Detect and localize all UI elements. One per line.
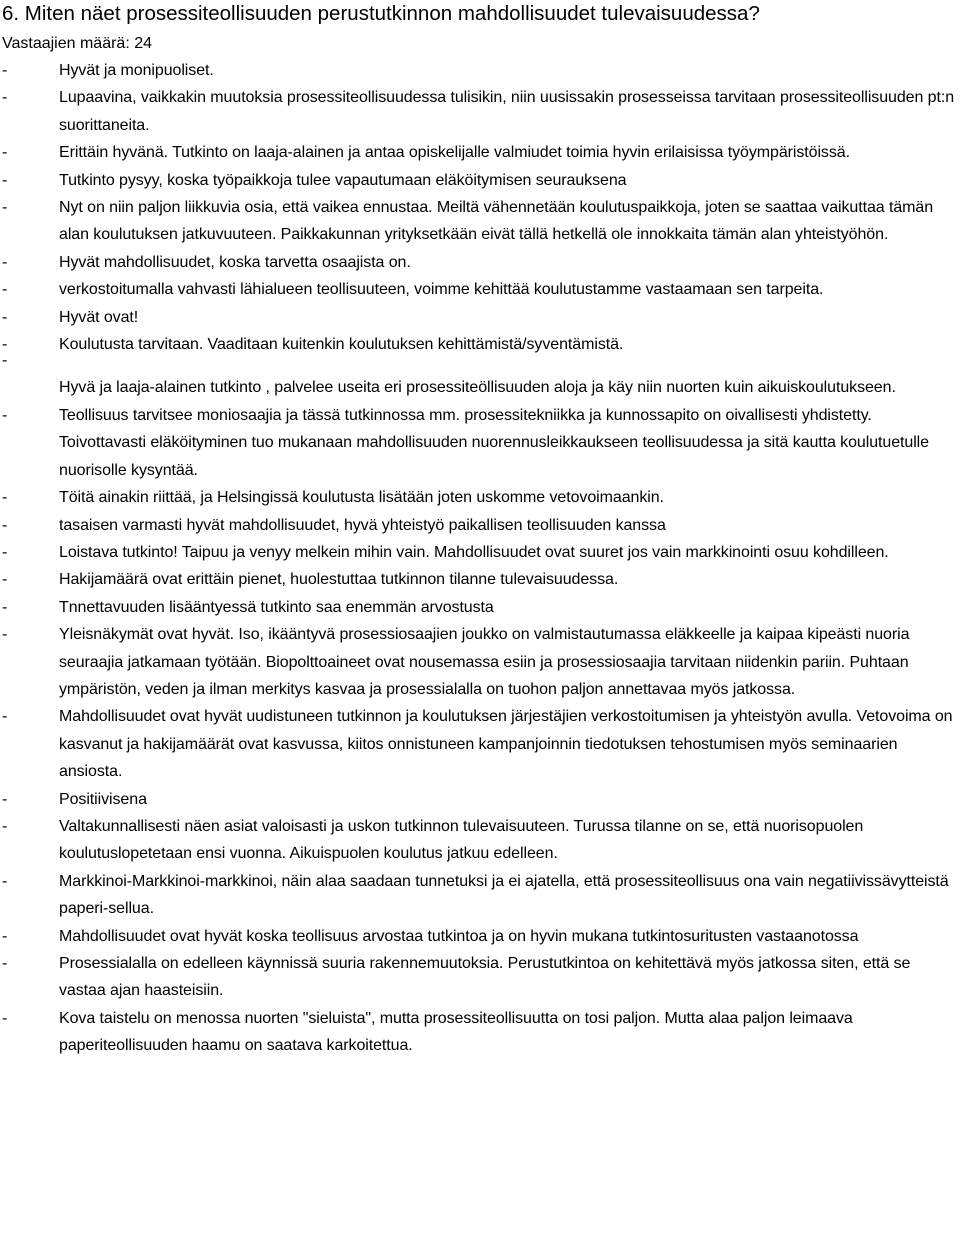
answer-item — [0, 512, 960, 539]
answer-item — [0, 950, 960, 1005]
list-dash: - — [2, 253, 8, 271]
answer-text: Hyvät ovat! — [59, 308, 139, 326]
answer-item — [0, 786, 960, 813]
answer-text: Loistava tutkinto! Taipuu ja venyy melkein mihin vain. Mahdollisuudet ovat suuret jos vain markkinointi osuu kohdilleen. — [59, 543, 889, 561]
list-dash: - — [2, 872, 8, 890]
answer-text: Töitä ainakin riittää, ja Helsingissä koulutusta lisätään joten uskomme vetovoimaankin. — [59, 489, 664, 507]
list-dash: - — [2, 62, 8, 79]
answer-text: Hakijamäärä ovat erittäin pienet, huolestuttaa tutkinnon tilanne tulevaisuudessa. — [59, 571, 619, 589]
answer-text: verkostoitumalla vahvasti lähialueen teollisuuteen, voimme kehittää koulutustamme vastaamaan sen tarpeita. — [59, 281, 824, 299]
list-dash: - — [2, 406, 8, 424]
answer-text: Valtakunnallisesti näen asiat valoisasti ja uskon tutkinnon tulevaisuuteen. Turussa tilanne on se, että nuorisopuolen koulutuslopetetaan ensi vuonna. Aikuispuolen koulutus jatkuu edelleen. — [59, 817, 864, 863]
answer-item — [0, 703, 960, 785]
answer-item — [0, 352, 960, 401]
answer-item — [0, 194, 960, 249]
list-dash: - — [2, 281, 8, 299]
list-dash: - — [2, 199, 8, 217]
answer-text: Yleisnäkymät ovat hyvät. Iso, ikääntyvä prosessiosaajien joukko on valmistautumassa eläkkeelle ja kaipaa kipeästi nuoria seuraajia jatkamaan työtään. Biopolttoaineet ovat nousemassa esiin ja prosessiosaajia tarvitaan niidenkin pariin. Puhtaan ympäristön, veden ja ilman merkitys kasvaa ja prosessialalla on tuohon paljon annettavaa myös jatkossa. — [59, 626, 910, 698]
answer-item — [0, 621, 960, 703]
answer-text: Tutkinto pysyy, koska työpaikkoja tulee vapautumaan eläköitymisen seurauksena — [59, 171, 627, 189]
list-dash: - — [2, 571, 8, 589]
answer-text: Mahdollisuudet ovat hyvät koska teollisuus arvostaa tutkintoa ja on hyvin mukana tutkintosuritusten vastaanotossa — [59, 927, 859, 945]
list-dash: - — [2, 89, 8, 107]
answer-text: Positiivisena — [59, 790, 147, 808]
answer-text: Tnnettavuuden lisääntyessä tutkinto saa enemmän arvostusta — [59, 598, 494, 616]
list-dash: - — [2, 790, 8, 808]
list-dash: - — [2, 1009, 8, 1027]
answer-item — [0, 139, 960, 166]
answer-text: Nyt on niin paljon liikkuvia osia, että vaikea ennustaa. Meiltä vähennetään koulutuspaikkoja, joten se saattaa vaikuttaa tämän alan koulutuksen jatkuvuuteen. Paikkakunnan yrityksetkään eivät tällä hetkellä ole innokkaita tämän alan yhteistyöhön. — [59, 199, 934, 244]
list-dash: - — [2, 308, 8, 326]
list-dash: - — [2, 516, 8, 534]
answer-text: Hyvä ja laaja-alainen tutkinto , palvelee useita eri prosessiteöllisuuden aloja ja käy niin nuorten kuin aikuiskoulutukseen. — [59, 379, 896, 397]
answer-item — [0, 868, 960, 923]
answer-item — [0, 57, 960, 84]
list-dash: - — [2, 543, 8, 561]
answer-item — [0, 249, 960, 276]
answer-item — [0, 167, 960, 194]
respondent-count: Vastaajien määrä: 24 — [2, 35, 153, 52]
answer-item — [0, 484, 960, 511]
answer-item — [0, 923, 960, 950]
answer-item — [0, 1005, 960, 1060]
answer-item — [0, 566, 960, 593]
answer-text: Mahdollisuudet ovat hyvät uudistuneen tutkinnon ja koulutuksen järjestäjien verkostoitumisen ja yhteistyön avulla. Vetovoima on kasvanut ja hakijamäärät ovat kasvussa, kiitos onnistuneen kampanjoinnin tiedotuksen tehostumisen myös seminaarien ansiosta. — [59, 708, 953, 781]
list-dash: - — [2, 927, 8, 945]
answer-text: Hyvät ja monipuoliset. — [59, 62, 214, 79]
list-dash: - — [2, 489, 8, 507]
answer-item — [0, 813, 960, 868]
answer-item — [0, 402, 960, 484]
list-dash: - — [2, 598, 8, 616]
answer-text: Teollisuus tarvitsee moniosaajia ja tässä tutkinnossa mm. prosessitekniikka ja kunnossapito on oivallisesti yhdistetty. Toivottavasti eläköityminen tuo mukanaan mahdollisuuden nuorennusleikkaukseen teollisuudessa ja sitä kautta koulutuetulle nuorisolle kysyntää. — [59, 406, 929, 479]
list-dash: - — [2, 336, 8, 354]
list-dash: - — [2, 171, 8, 189]
answer-text: Erittäin hyvänä. Tutkinto on laaja-alainen ja antaa opiskelijalle valmiudet toimia hyvin erilaisissa työympäristöissä. — [59, 144, 850, 162]
question-title: 6. Miten näet prosessiteollisuuden perustutkinnon mahdollisuudet tulevaisuudessa? — [2, 2, 760, 25]
list-dash: - — [2, 817, 8, 835]
list-dash: - — [2, 352, 8, 370]
answer-text: Prosessialalla on edelleen käynnissä suuria rakennemuutoksia. Perustutkintoa on kehitettävä myös jatkossa siten, että se vastaa ajan haasteisiin. — [59, 955, 911, 1000]
list-dash: - — [2, 144, 8, 162]
list-dash: - — [2, 708, 8, 726]
answer-item — [0, 84, 960, 139]
answer-text: Lupaavina, vaikkakin muutoksia prosessiteollisuudessa tulisikin, niin uusissakin prosesseissa tarvitaan prosessiteollisuuden pt:n suorittaneita. — [59, 89, 955, 134]
list-dash: - — [2, 626, 8, 644]
answer-item — [0, 304, 960, 331]
answer-item — [0, 594, 960, 621]
answer-text: Koulutusta tarvitaan. Vaaditaan kuitenkin koulutuksen kehittämistä/syventämistä. — [59, 336, 624, 354]
answer-text: Markkinoi-Markkinoi-markkinoi, näin alaa saadaan tunnetuksi ja ei ajatella, että prosessiteollisuus ona vain negatiivissävytteistä paperi-sellua. — [59, 872, 949, 918]
answer-item — [0, 539, 960, 566]
list-dash: - — [2, 955, 8, 972]
answer-item — [0, 276, 960, 303]
answer-list — [0, 57, 960, 1060]
answer-item — [0, 331, 960, 358]
answer-text: Kova taistelu on menossa nuorten "sieluista", mutta prosessiteollisuutta on tosi paljon. Mutta alaa paljon leimaava paperiteollisuuden haamu on saatava karkoitettua. — [59, 1009, 853, 1055]
answer-text: Hyvät mahdollisuudet, koska tarvetta osaajista on. — [59, 253, 411, 271]
answer-text: tasaisen varmasti hyvät mahdollisuudet, hyvä yhteistyö paikallisen teollisuuden kanssa — [59, 516, 666, 534]
